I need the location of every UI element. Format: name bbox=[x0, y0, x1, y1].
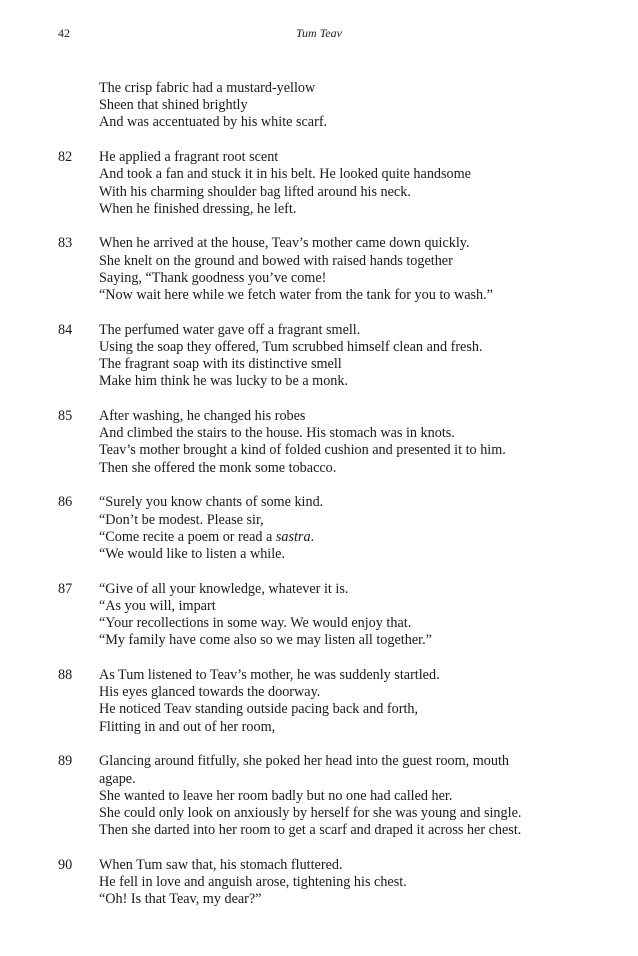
stanza-number: 88 bbox=[58, 666, 73, 683]
stanza-lines bbox=[99, 857, 578, 909]
verse-line: Flitting in and out of her room, bbox=[99, 718, 276, 735]
verse-line-punctuation: . bbox=[310, 528, 315, 545]
verse-line-with-italic bbox=[99, 529, 578, 546]
verse-line: “My family have come also so we may listen all together.” bbox=[99, 632, 432, 649]
stanza bbox=[58, 667, 578, 736]
verse-line: Make him think he was lucky to be a monk. bbox=[99, 373, 349, 390]
verse-line: His eyes glanced towards the doorway. bbox=[99, 684, 321, 701]
stanza bbox=[58, 149, 578, 218]
stanza-number: 83 bbox=[58, 235, 73, 252]
verse-line: The crisp fabric had a mustard-yellow bbox=[99, 80, 316, 96]
stanza-number: 87 bbox=[58, 580, 73, 597]
verse-line: With his charming shoulder bag lifted around his neck. bbox=[99, 183, 411, 200]
verse-line: He applied a fragrant root scent bbox=[99, 149, 279, 166]
page-number: 42 bbox=[58, 26, 70, 40]
verse-line: “We would like to listen a while. bbox=[99, 545, 286, 562]
verse-line: “Give of all your knowledge, whatever it is. bbox=[99, 580, 349, 597]
verse-line: He noticed Teav standing outside pacing back and forth, bbox=[99, 701, 419, 718]
verse-line: “Oh! Is that Teav, my dear?” bbox=[99, 891, 262, 908]
stanza bbox=[58, 857, 578, 909]
verse-line: He fell in love and anguish arose, tightening his chest. bbox=[99, 874, 407, 891]
stanza bbox=[58, 235, 578, 304]
verse-line: “As you will, impart bbox=[99, 597, 216, 614]
verse-line: As Tum listened to Teav’s mother, he was suddenly startled. bbox=[99, 666, 440, 683]
verse-line: And climbed the stairs to the house. His stomach was in knots. bbox=[99, 425, 455, 442]
stanza-lines bbox=[99, 408, 578, 477]
verse-line: When he arrived at the house, Teav’s mother came down quickly. bbox=[99, 235, 470, 252]
stanza bbox=[58, 581, 578, 650]
verse-line: The fragrant soap with its distinctive smell bbox=[99, 356, 342, 373]
verse-line: agape. bbox=[99, 770, 136, 787]
verse-line: “Surely you know chants of some kind. bbox=[99, 494, 324, 511]
poem-body bbox=[58, 80, 578, 926]
stanza-number: 84 bbox=[58, 321, 73, 338]
verse-line-text: “Come recite a poem or read a bbox=[99, 528, 276, 545]
verse-line: And took a fan and stuck it in his belt. He looked quite handsome bbox=[99, 166, 471, 183]
stanza-lines bbox=[99, 753, 578, 839]
stanza-lines bbox=[99, 235, 578, 304]
verse-line: Glancing around fitfully, she poked her head into the guest room, mouth bbox=[99, 753, 510, 770]
verse-line: “Don’t be modest. Please sir, bbox=[99, 511, 264, 528]
verse-line: She could only look on anxiously by herself for she was young and single. bbox=[99, 804, 522, 821]
verse-line: Then she darted into her room to get a scarf and draped it across her chest. bbox=[99, 822, 522, 839]
stanza bbox=[58, 408, 578, 477]
stanza-lines bbox=[99, 149, 578, 218]
stanza-lines bbox=[99, 494, 578, 563]
stanza bbox=[58, 322, 578, 391]
verse-line: When Tum saw that, his stomach fluttered. bbox=[99, 856, 343, 873]
running-title: Tum Teav bbox=[296, 26, 342, 40]
verse-line: Then she offered the monk some tobacco. bbox=[99, 459, 337, 476]
stanza-number: 82 bbox=[58, 149, 73, 166]
stanza-lines bbox=[99, 80, 578, 132]
stanza-number bbox=[58, 80, 99, 132]
stanza bbox=[58, 494, 578, 563]
verse-line: She wanted to leave her room badly but no one had called her. bbox=[99, 787, 453, 804]
italic-term: sastra bbox=[275, 528, 311, 545]
stanza-number: 90 bbox=[58, 856, 73, 873]
stanza bbox=[58, 80, 578, 132]
stanza-lines bbox=[99, 322, 578, 391]
stanza-number: 85 bbox=[58, 408, 73, 425]
verse-line: “Now wait here while we fetch water from the tank for you to wash.” bbox=[99, 287, 493, 304]
verse-line: “Your recollections in some way. We would enjoy that. bbox=[99, 615, 412, 632]
verse-line: When he finished dressing, he left. bbox=[99, 200, 297, 217]
stanza-lines bbox=[99, 667, 578, 736]
verse-line: Saying, “Thank goodness you’ve come! bbox=[99, 269, 327, 286]
verse-line: And was accentuated by his white scarf. bbox=[99, 114, 328, 131]
verse-line: Using the soap they offered, Tum scrubbed himself clean and fresh. bbox=[99, 338, 483, 355]
verse-line: Teav’s mother brought a kind of folded cushion and presented it to him. bbox=[99, 442, 506, 459]
stanza-lines bbox=[99, 581, 578, 650]
verse-line: After washing, he changed his robes bbox=[99, 408, 306, 425]
verse-line: She knelt on the ground and bowed with raised hands together bbox=[99, 252, 453, 269]
verse-line: The perfumed water gave off a fragrant smell. bbox=[99, 321, 361, 338]
verse-line: Sheen that shined brightly bbox=[99, 97, 248, 114]
stanza-number: 86 bbox=[58, 494, 73, 511]
stanza bbox=[58, 753, 578, 839]
stanza-number: 89 bbox=[58, 753, 73, 770]
